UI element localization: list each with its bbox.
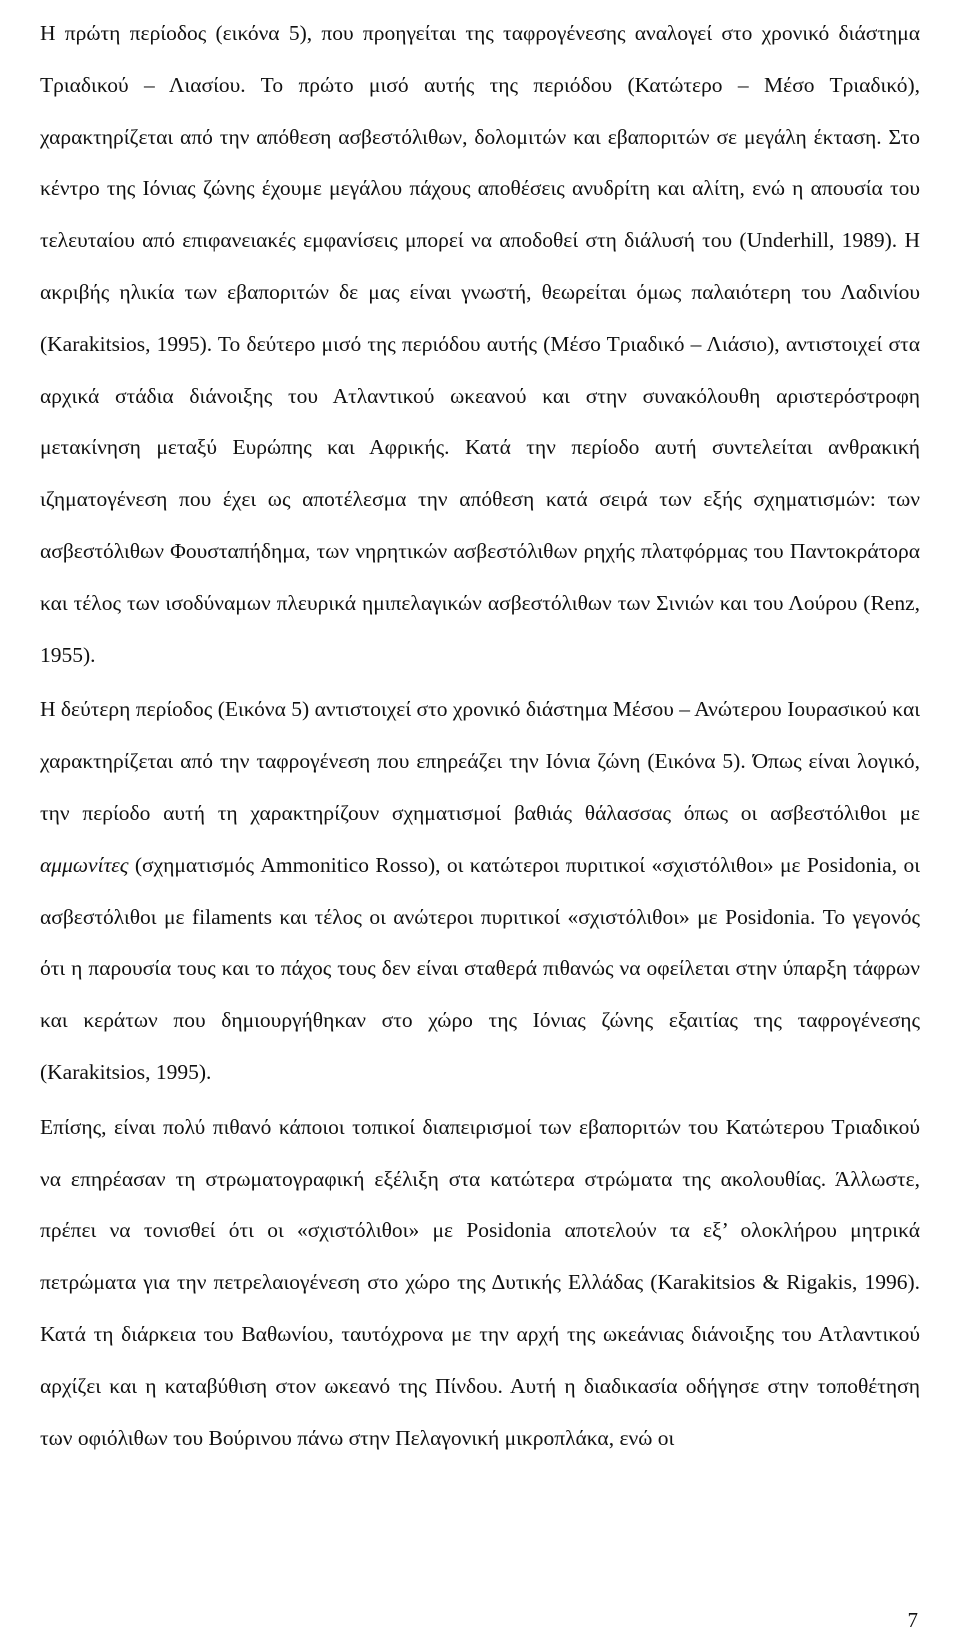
paragraph-2 — [40, 684, 920, 1098]
page-number: 7 — [907, 1608, 918, 1632]
italic-text-run: αμμωνίτες — [40, 852, 129, 877]
paragraph-3 — [40, 1102, 920, 1465]
text-run: (σχηματισμός Ammonitico Rosso), οι κατώτεροι πυριτικοί «σχιστόλιθοι» με Posidonia, οι ασβεστόλιθοι με filaments και τέλος οι ανώτεροι πυριτικοί «σχιστόλιθοι» με Posidonia. Το γεγονός ότι η παρουσία τους και το πάχος τους δεν είναι σταθερά πιθανώς να οφείλεται στην ύπαρξη τάφρων και κεράτων που δημιουργήθηκαν στο χώρο της Ιόνιας ζώνης εξαιτίας της ταφρογένεσης (Karakitsios, 1995). — [40, 852, 920, 1084]
paragraph-1 — [40, 8, 920, 681]
text-run: Η πρώτη περίοδος (εικόνα 5), που προηγείται της ταφρογένεσης αναλογεί στο χρονικό διάστημα Τριαδικού – Λιασίου. Το πρώτο μισό αυτής της περιόδου (Κατώτερο – Μέσο Τριαδικό), χαρακτηρίζεται από την απόθεση ασβεστόλιθων, δολομιτών και εβαποριτών σε μεγάλη έκταση. Στο κέντρο της Ιόνιας ζώνης έχουμε μεγάλου πάχους αποθέσεις ανυδρίτη και αλίτη, ενώ η απουσία του τελευταίου από επιφανειακές εμφανίσεις μπορεί να αποδοθεί στη διάλυσή του (Underhill, 1989). Η ακριβής ηλικία των εβαποριτών δε μας είναι γνωστή, θεωρείται όμως παλαιότερη του Λαδινίου (Karakitsios, 1995). Το δεύτερο μισό της περιόδου αυτής (Μέσο Τριαδικό – Λιάσιο), αντιστοιχεί στα αρχικά στάδια διάνοιξης του Ατλαντικού ωκεανού και στην συνακόλουθη αριστερόστροφη μετακίνηση μεταξύ Ευρώπης και Αφρικής. Κατά την περίοδο αυτή συντελείται ανθρακική ιζηματογένεση που έχει ως αποτέλεσμα την απόθεση κατά σειρά των εξής σχηματισμών: των ασβεστόλιθων Φουσταπήδημα, των νηρητικών ασβεστόλιθων ρηχής πλατφόρμας του Παντοκράτορα και τέλος των ισοδύναμων πλευρικά ημιπελαγικών ασβεστόλιθων των Σινιών και του Λούρου (Renz, 1955). — [40, 21, 920, 667]
text-run: Η δεύτερη περίοδος (Εικόνα 5) αντιστοιχεί στο χρονικό διάστημα Μέσου – Ανώτερου Ιουρασικού και χαρακτηρίζεται από την ταφρογένεση που επηρεάζει την Ιόνια ζώνη (Εικόνα 5). Όπως είναι λογικό, την περίοδο αυτή τη χαρακτηρίζουν σχηματισμοί βαθιάς θάλασσας όπως οι ασβεστόλιθοι με — [40, 697, 920, 825]
text-run: Επίσης, είναι πολύ πιθανό κάποιοι τοπικοί διαπειρισμοί των εβαποριτών του Κατώτερου Τριαδικού να επηρέασαν τη στρωματογραφική εξέλιξη στα κατώτερα στρώματα της ακολουθίας. Άλλωστε, πρέπει να τονισθεί ότι οι «σχιστόλιθοι» με Posidonia αποτελούν τα εξ’ ολοκλήρου μητρικά πετρώματα για την πετρελαιογένεση στο χώρο της Δυτικής Ελλάδας (Karakitsios & Rigakis, 1996). Κατά τη διάρκεια του Βαθωνίου, ταυτόχρονα με την αρχή της ωκεάνιας διάνοιξης του Ατλαντικού αρχίζει και η καταβύθιση στον ωκεανό της Πίνδου. Αυτή η διαδικασία οδήγησε στην τοποθέτηση των οφιόλιθων του Βούρινου πάνω στην Πελαγονική μικροπλάκα, ενώ οι — [40, 1114, 920, 1450]
